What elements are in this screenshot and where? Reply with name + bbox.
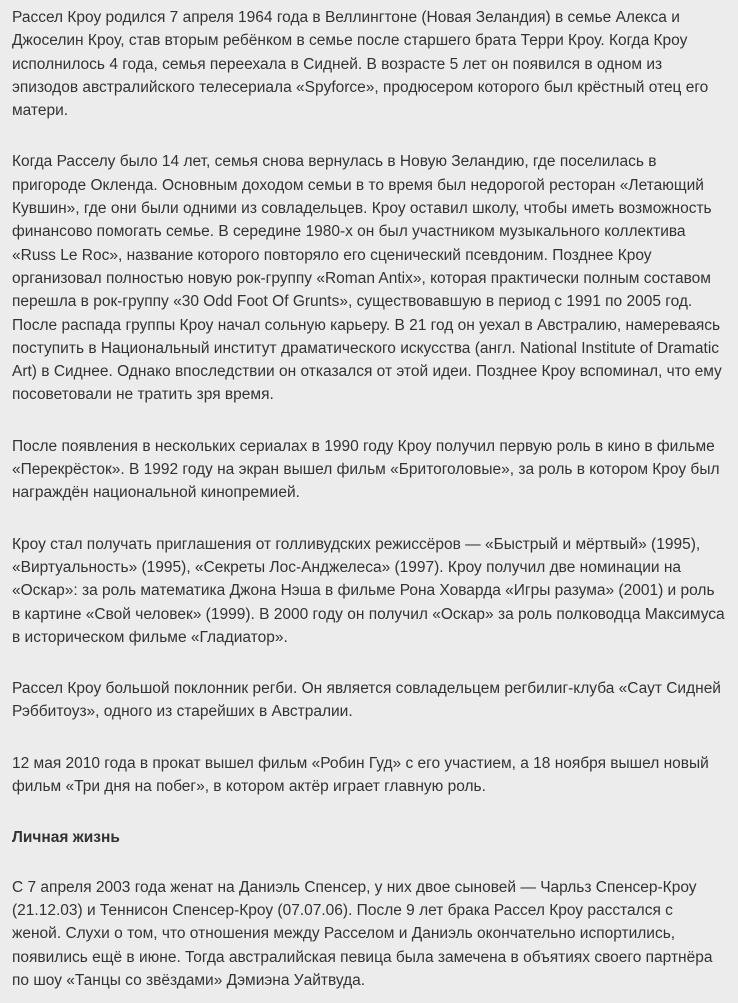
paragraph-new-zealand-music-career: Когда Расселу было 14 лет, семья снова вернулась в Новую Зеландию, где поселилась в пригороде Окленда. Основным доходом семьи в то время был недорогой ресторан «Летающий Кувшин», где они были одними из совладельцев. Кроу оставил школу, чтобы иметь возможность финансово помогать семье. В середине 1980-х он был участником музыкального коллектива «Russ Le Roc», название которого повторяло его сценический псевдоним. Позднее Кроу организовал полностью новую рок-группу «Roman Antix», которая практически полным составом перешла в рок-группу «30 Odd Foot Of Grunts», существовавшую в период с 1991 по 2005 год. После распада группы Кроу начал сольную карьеру. В 21 год он уехал в Австралию, намереваясь поступить в Национальный институт драматического искусства (англ. National Institute of Dramatic Art) в Сиднее. Однако впоследствии он отказался от этой идеи. Позднее Кроу вспоминал, что ему посоветовали не тратить зря время. (12, 153, 722, 404)
section-heading-personal-life: Личная жизнь (12, 829, 120, 847)
paragraph-hollywood-oscar: Кроу стал получать приглашения от голливудских режиссёров — «Быстрый и мёртвый» (1995), «Виртуальность» (1995), «Секреты Лос-Анджелеса» (1997). Кроу получил две номинации на «Оскар»: за роль математика Джона Нэша в фильме Рона Ховарда «Игры разума» (2001) и роль в картине «Свой человек» (1999). В 2000 году он получил «Оскар» за роль полководца Максимуса в историческом фильме «Гладиатор». (12, 535, 725, 646)
paragraph-first-film-roles: После появления в нескольких сериалах в 1990 году Кроу получил первую роль в кино в фильме «Перекрёсток». В 1992 году на экран вышел фильм «Бритоголовые», за роль в котором Кроу был награждён национальной кинопремией. (12, 437, 720, 502)
paragraph-personal-life: С 7 апреля 2003 года женат на Даниэль Спенсер, у них двое сыновей — Чарльз Спенсер-Кроу (21.12.03) и Теннисон Спенсер-Кроу (07.07.06). После 9 лет брака Рассел Кроу расстался с женой. Слухи о том, что отношения между Расселом и Даниэль окончательно испортились, появились ещё в июне. Тогда австралийская певица была замечена в объятиях своего партнёра по шоу «Танцы со звёздами» Дэмиэна Уайтвуда. (12, 878, 713, 989)
paragraph-birth-childhood: Рассел Кроу родился 7 апреля 1964 года в Веллингтоне (Новая Зеландия) в семье Алекса и Джоселин Кроу, став вторым ребёнком в семье после старшего брата Терри Кроу. Когда Кроу исполнилось 4 года, семья переехала в Сидней. В возрасте 5 лет он появился в одном из эпизодов австралийского телесериала «Spyforce», продюсером которого был крёстный отец его матери. (12, 9, 709, 120)
paragraph-2010-films: 12 мая 2010 года в прокат вышел фильм «Робин Гуд» с его участием, а 18 ноября вышел новый фильм «Три дня на побег», в котором актёр играет главную роль. (12, 754, 709, 796)
paragraph-rugby: Рассел Кроу большой поклонник регби. Он является совладельцем регбилиг-клуба «Саут Сидней Рэббитоуз», одного из старейших в Австралии. (12, 680, 721, 721)
